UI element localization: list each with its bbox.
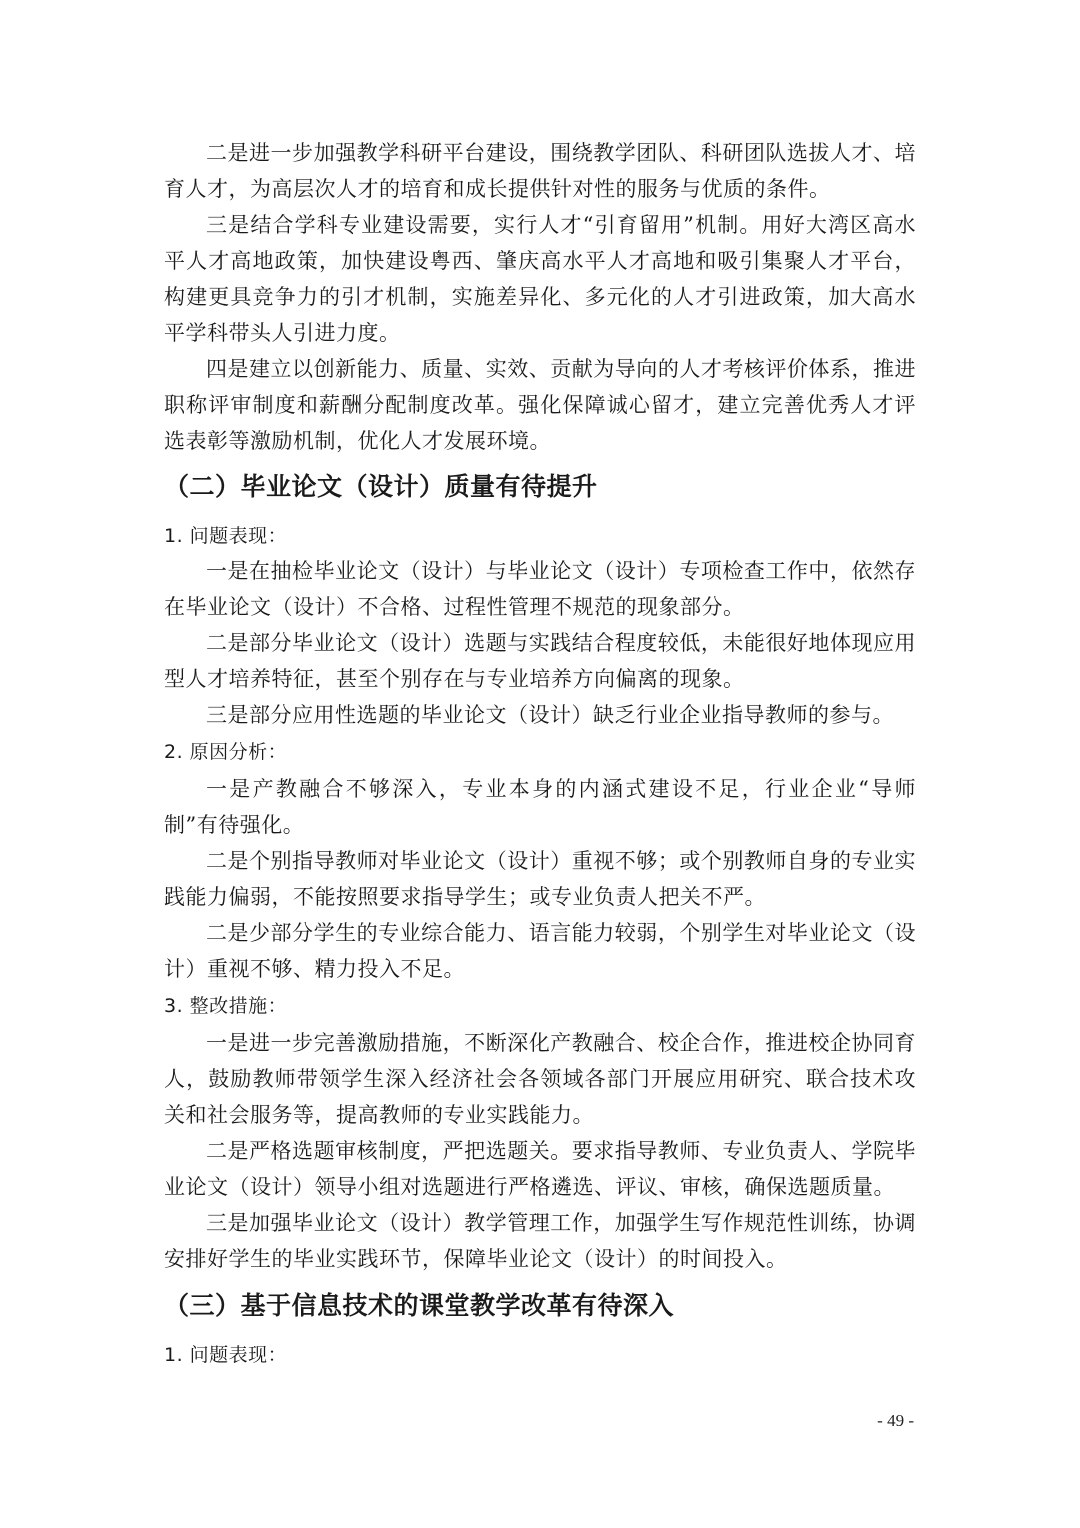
paragraph: 一是进一步完善激励措施，不断深化产教融合、校企合作，推进校企协同育人，鼓励教师带领学生深入经济社会各领域各部门开展应用研究、联合技术攻关和社会服务等，提高教师的专业实践能力。: [164, 1031, 916, 1127]
problem-label: 1. 问题表现：: [164, 525, 288, 547]
cause-label: 2. 原因分析：: [164, 741, 288, 763]
paragraph: 三是部分应用性选题的毕业论文（设计）缺乏行业企业指导教师的参与。: [206, 703, 894, 727]
paragraph: 二是进一步加强教学科研平台建设，围绕教学团队、科研团队选拔人才、培育人才，为高层次人才的培育和成长提供针对性的服务与优质的条件。: [164, 141, 916, 201]
measure-paragraphs: [164, 1025, 916, 1277]
paragraph: 二是个别指导教师对毕业论文（设计）重视不够；或个别教师自身的专业实践能力偏弱，不能按照要求指导学生；或专业负责人把关不严。: [164, 849, 916, 909]
paragraph: 四是建立以创新能力、质量、实效、贡献为导向的人才考核评价体系，推进职称评审制度和薪酬分配制度改革。强化保障诚心留才，建立完善优秀人才评选表彰等激励机制，优化人才发展环境。: [164, 357, 916, 453]
section1-paragraphs: [164, 135, 916, 459]
cause-paragraphs: [164, 771, 916, 987]
section3-heading: （三）基于信息技术的课堂教学改革有待深入: [164, 1291, 675, 1320]
paragraph: 三是加强毕业论文（设计）教学管理工作，加强学生写作规范性训练，协调安排好学生的毕业实践环节，保障毕业论文（设计）的时间投入。: [164, 1211, 916, 1271]
page-number: - 49 -: [877, 1411, 914, 1430]
problem-paragraphs: [164, 553, 916, 733]
paragraph: 三是结合学科专业建设需要，实行人才“引育留用”机制。用好大湾区高水平人才高地政策，加快建设粤西、肇庆高水平人才高地和吸引集聚人才平台，构建更具竞争力的引才机制，实施差异化、多元化的人才引进政策，加大高水平学科带头人引进力度。: [164, 213, 916, 345]
paragraph: 二是严格选题审核制度，严把选题关。要求指导教师、专业负责人、学院毕业论文（设计）领导小组对选题进行严格遴选、评议、审核，确保选题质量。: [164, 1139, 916, 1199]
paragraph: 一是在抽检毕业论文（设计）与毕业论文（设计）专项检查工作中，依然存在毕业论文（设计）不合格、过程性管理不规范的现象部分。: [164, 559, 916, 619]
section2-heading: （二）毕业论文（设计）质量有待提升: [164, 472, 598, 501]
paragraph: 二是部分毕业论文（设计）选题与实践结合程度较低，未能很好地体现应用型人才培养特征，甚至个别存在与专业培养方向偏离的现象。: [164, 631, 916, 691]
paragraph: 一是产教融合不够深入，专业本身的内涵式建设不足，行业企业“导师制”有待强化。: [164, 777, 916, 837]
measure-label: 3. 整改措施：: [164, 995, 288, 1017]
problem-label: 1. 问题表现：: [164, 1344, 288, 1366]
paragraph: 二是少部分学生的专业综合能力、语言能力较弱，个别学生对毕业论文（设计）重视不够、精力投入不足。: [164, 921, 916, 981]
